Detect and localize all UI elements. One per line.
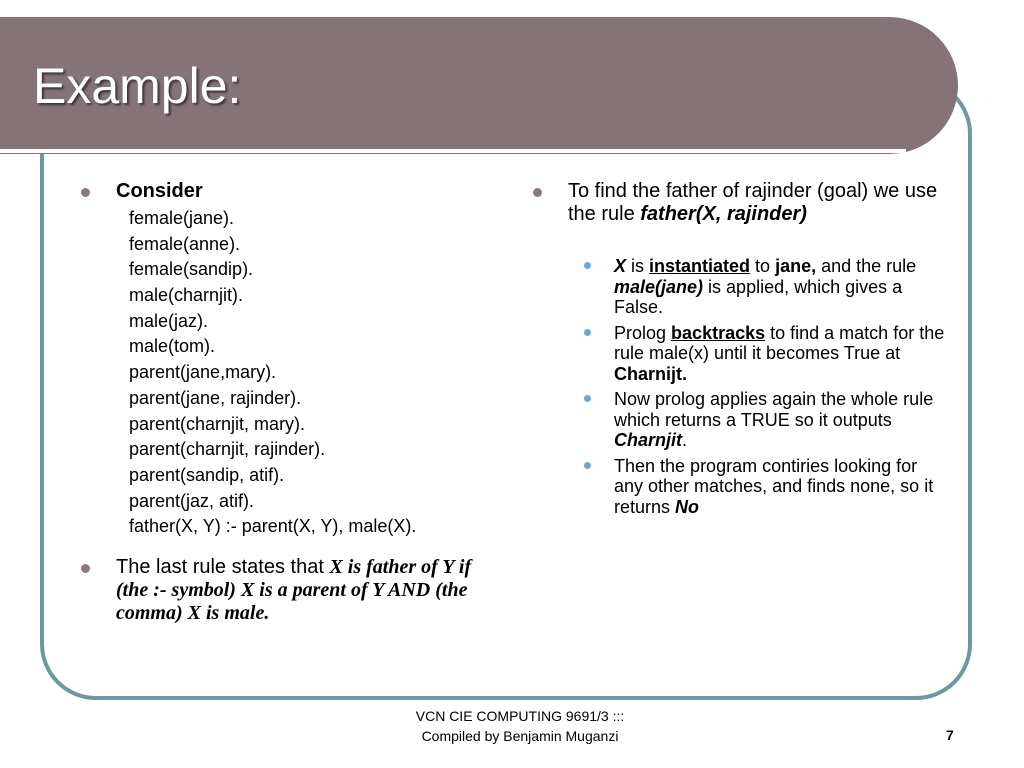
jane-term: jane, bbox=[775, 256, 817, 276]
var-x: X bbox=[614, 256, 627, 276]
last-rule-bullet bbox=[78, 556, 498, 625]
prolog-facts bbox=[78, 206, 498, 540]
sub-bullet-dot bbox=[584, 462, 591, 469]
fact-line: male(tom). bbox=[129, 336, 216, 357]
bullet-dot bbox=[81, 564, 90, 573]
text-run: Prolog bbox=[614, 322, 672, 343]
right-column bbox=[530, 180, 950, 522]
text-run: Now prolog applies again the whole rule which returns a TRUE so it outputs bbox=[614, 389, 934, 430]
consider-bullet bbox=[78, 180, 498, 203]
title-bar bbox=[0, 17, 958, 154]
fact-line: female(jane). bbox=[129, 208, 235, 228]
last-rule-prefix: The last rule states that bbox=[116, 555, 330, 578]
fact-line: father(X, Y) :- parent(X, Y), male(X). bbox=[129, 516, 417, 537]
text-run: to bbox=[750, 256, 776, 276]
footer bbox=[320, 706, 720, 746]
fact-line: male(charnjit). bbox=[129, 285, 244, 306]
text-run: is bbox=[626, 256, 650, 276]
text-run: is applied, which gives a False. bbox=[614, 276, 903, 317]
fact-line: parent(charnjit, mary). bbox=[129, 413, 306, 434]
left-column bbox=[78, 180, 498, 625]
page-number: 7 bbox=[946, 727, 954, 743]
text-run: and the rule bbox=[816, 256, 917, 276]
title-underline bbox=[0, 149, 906, 153]
goal-rule: father(X, rajinder) bbox=[640, 203, 807, 225]
charnijt-term: Charnijt. bbox=[614, 363, 688, 384]
fact-line: parent(jane,mary). bbox=[129, 362, 277, 383]
no-term: No bbox=[675, 496, 700, 517]
goal-bullet bbox=[530, 180, 950, 226]
sub-bullet-instantiated bbox=[584, 256, 950, 318]
sub-bullet-dot bbox=[584, 262, 591, 269]
sub-bullet-backtracks bbox=[584, 323, 950, 385]
fact-line: parent(jane, rajinder). bbox=[129, 387, 302, 408]
text-run: to find a match for the rule male(x) until it becomes True at bbox=[614, 322, 945, 363]
bullet-dot bbox=[533, 188, 542, 197]
fact-line: female(anne). bbox=[129, 233, 241, 254]
goal-text: To find the father of rajinder (goal) we use the rule bbox=[568, 180, 938, 225]
charnjit-term: Charnjit bbox=[614, 430, 683, 450]
sub-bullet-dot bbox=[584, 329, 591, 336]
sub-bullet-applies bbox=[584, 389, 950, 451]
fact-line: male(jaz). bbox=[129, 310, 209, 331]
backtracks-term: backtracks bbox=[671, 322, 766, 343]
last-rule-emphasis: X is father of Y if (the :- symbol) X is a parent of Y AND (the comma) X is male. bbox=[116, 555, 472, 624]
fact-line: parent(sandip, atif). bbox=[129, 464, 285, 485]
slide-title: Example: bbox=[33, 58, 242, 114]
bullet-dot bbox=[81, 188, 90, 197]
consider-heading: Consider bbox=[116, 180, 203, 202]
footer-line-1: VCN CIE COMPUTING 9691/3 ::: bbox=[415, 708, 625, 724]
sub-bullet-continues bbox=[584, 456, 950, 518]
text-run: . bbox=[682, 430, 688, 450]
male-jane-term: male(jane) bbox=[614, 276, 704, 297]
fact-line: female(sandip). bbox=[129, 259, 254, 280]
sub-bullet-dot bbox=[584, 395, 591, 402]
explanation-list bbox=[530, 256, 950, 517]
footer-line-2: Compiled by Benjamin Muganzi bbox=[421, 728, 619, 744]
fact-line: parent(jaz, atif). bbox=[129, 490, 255, 511]
fact-line: parent(charnjit, rajinder). bbox=[129, 439, 326, 460]
instantiated-term: instantiated bbox=[649, 256, 751, 276]
text-run: Then the program contiries looking for any other matches, and finds none, so it returns bbox=[614, 455, 934, 517]
